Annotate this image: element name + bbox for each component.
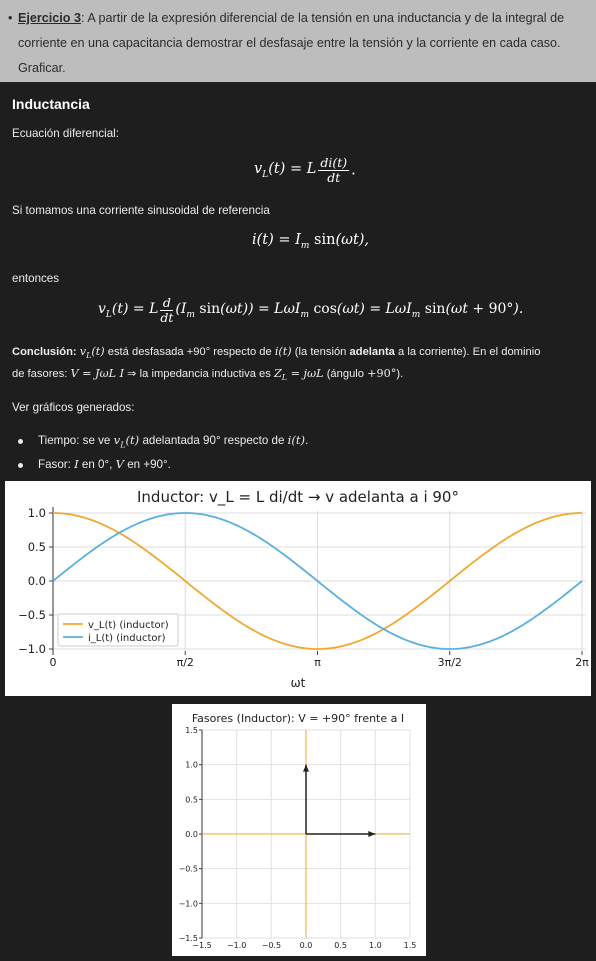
x-tick-label: 3π/2	[437, 656, 462, 669]
y-tick-label: 0.5	[185, 795, 198, 805]
bullet-dot	[18, 439, 23, 444]
phasor-line-d: ).	[396, 368, 404, 380]
x-tick-label: −1.5	[192, 941, 212, 950]
exercise-line-2: corriente en una capacitancia demostrar el desfasaje entre la tensión y la corriente en cada caso.	[18, 36, 561, 50]
conclusion-text-3: a la corriente). En el dominio	[398, 346, 541, 358]
y-tick-label: 1.5	[185, 726, 198, 735]
y-tick-label: −0.5	[18, 608, 46, 622]
diff-eq-label: Ecuación diferencial:	[12, 127, 119, 140]
phasor-line-c: (ángulo	[326, 368, 365, 380]
conclusion-line-1: Conclusión: $v_L(t)$ está desfasada +90° respecto de i(t) (la tensión adelanta a la corriente). En el dominio	[12, 345, 541, 361]
y-tick-label: 0.0	[185, 830, 198, 839]
x-tick-label: 0	[49, 656, 57, 669]
phasor-svg	[172, 704, 426, 956]
y-tick-label: −0.5	[178, 864, 198, 874]
x-tick-label: −1.0	[226, 941, 247, 950]
equation-voltage: $v_L(t) = L$ $\frac{d}{dt}$ ($I_m$ sin(ωt)) = LωI$_m$ cos(ωt) = LωI$_m$ sin(ωt + 90°).	[98, 295, 524, 325]
then-label: entonces	[12, 272, 60, 285]
conclusion-text-1: está desfasada +90° respecto de	[107, 346, 272, 358]
bullet2-b: en 0°,	[81, 458, 113, 471]
conclusion-line-2: de fasores: V = JωL I ⇒ la impedancia inductiva es $Z_L = j\omega L$ (ángulo +90°).	[12, 367, 404, 383]
phasor-line-a: de fasores:	[12, 368, 68, 380]
time-domain-chart	[5, 481, 591, 696]
exercise-line-3: Graficar.	[18, 61, 66, 75]
exercise-statement	[0, 0, 596, 82]
phasor-chart	[172, 704, 426, 956]
x-tick-label: 0.0	[299, 941, 313, 950]
y-tick-label: −1.0	[18, 642, 46, 656]
graphs-label: Ver gráficos generados:	[12, 401, 135, 414]
conclusion-label: Conclusión:	[12, 346, 77, 358]
solution-panel: Inductancia Ecuación diferencial: $v_L(t) = L$ $\frac{di(t)}{dt}$ . Si tomamos una corriente sinusoidal de referencia $i(t) = I_m$ sin(ωt), entonces $v_L(t) = L$ $\frac{d}{dt}$ ($I_m$ sin(ωt)) = LωI$_m$ cos(ωt) = LωI$_m$ sin(ωt + 90°). Conclusión: $v_L(t)$ está desfasada +90° respecto de i(t) (la tensión adelanta a la corriente). En el dominio de fasores: V = JωL I ⇒ la impedancia inductiva es $Z_L = j\omega L$ (ángulo +90°). Ver gráficos generados: Tiempo: se ve $v_L(t)$ adelantada 90° respecto de i(t). Fasor: I en 0°, V en +90°.	[12, 96, 541, 471]
bullet-marker: •	[8, 11, 13, 25]
bullet1-a: Tiempo: se ve	[38, 434, 111, 447]
y-tick-label: 1.0	[185, 760, 198, 770]
exercise-line-1	[8, 6, 588, 31]
bullet2-c: en +90°.	[127, 458, 171, 471]
y-tick-label: 0.5	[27, 540, 46, 554]
x-tick-label: 1.5	[403, 941, 417, 950]
x-tick-label: π	[314, 656, 321, 669]
x-axis-label: ωt	[290, 676, 306, 690]
phasor-arrowhead-i	[368, 831, 375, 837]
x-tick-label: π/2	[176, 656, 194, 669]
phasor-line-b: ⇒ la impedancia inductiva es	[127, 368, 271, 380]
x-tick-label: 2π	[575, 656, 589, 669]
bullet2-a: Fasor:	[38, 458, 71, 471]
chart-title: Inductor: v_L = L di/dt → v adelanta a i 90°	[137, 488, 459, 506]
phasor-chart-title: Fasores (Inductor): V = +90° frente a I	[191, 712, 405, 725]
equation-current: $i(t) = I_m$ sin(ωt),	[252, 232, 370, 251]
conclusion-text-2: (la tensión	[294, 346, 347, 358]
chart-legend	[58, 614, 178, 646]
y-tick-label: 0.0	[27, 574, 46, 588]
y-tick-label: 1.0	[27, 506, 46, 520]
section-title: Inductancia	[12, 96, 90, 112]
time-domain-svg	[5, 481, 591, 696]
bullet-dot	[18, 463, 23, 468]
y-tick-label: −1.5	[178, 934, 198, 943]
x-tick-label: 0.5	[334, 941, 348, 950]
x-tick-label: 1.0	[368, 941, 382, 950]
phasor-arrowhead-v	[303, 765, 309, 772]
legend-label: v_L(t) (inductor)	[88, 620, 169, 631]
exercise-label: Ejercicio 3	[18, 11, 82, 25]
sinusoid-intro: Si tomamos una corriente sinusoidal de referencia	[12, 204, 270, 217]
exercise-line-1-text: : A partir de la expresión diferencial de la tensión en una inductancia y de la integral de	[81, 11, 565, 25]
bullet1-b: adelantada 90° respecto de	[142, 434, 285, 447]
x-tick-label: −0.5	[261, 941, 282, 950]
legend-label: i_L(t) (inductor)	[88, 633, 166, 644]
conclusion-bold: adelanta	[349, 346, 395, 358]
equation-diff: $v_L(t) = L$ $\frac{di(t)}{dt}$ .	[254, 155, 356, 185]
y-tick-label: −1.0	[178, 899, 198, 909]
